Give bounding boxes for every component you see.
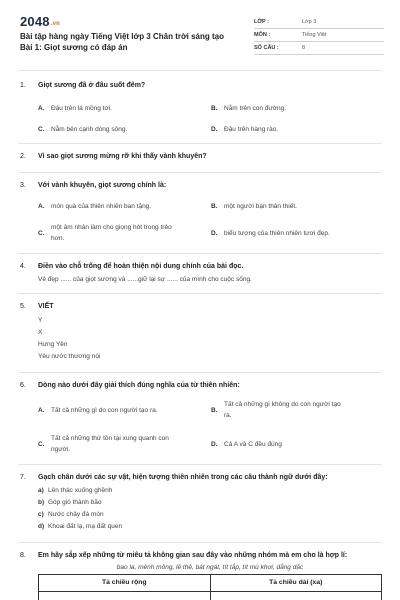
table-header-length: Tả chiều dài (xa) [210, 575, 382, 591]
option-letter: A. [38, 105, 45, 112]
item-text: Lên thác xuống ghềnh [48, 487, 113, 494]
grouping-table [38, 574, 382, 600]
meta-key: LỚP : [254, 19, 269, 25]
document-header [18, 14, 386, 74]
question-stem: VIẾT [38, 303, 54, 310]
option-text-line-1: Tất cả những gì không do con người tạo [224, 401, 341, 408]
question-number: 4. [20, 263, 26, 270]
writing-line: Y [38, 317, 43, 324]
document-title: Bài tập hàng ngày Tiếng Việt lớp 3 Chân trời sáng tạo Bài 1: Giọt sương có đáp án [20, 32, 224, 52]
meta-row-count [254, 42, 384, 55]
option-text-line-1: một âm nhân làm cho giọng hót trong trẻo [51, 224, 172, 231]
option-letter: B. [211, 203, 218, 210]
question-divider [18, 172, 382, 173]
meta-value: Lớp 3 [302, 19, 317, 25]
option-c[interactable] [38, 434, 208, 458]
question-number: 8. [20, 552, 26, 559]
document-meta [254, 16, 384, 55]
question-divider [18, 464, 382, 465]
option-text-line-2: hơn. [51, 235, 65, 242]
option-c[interactable] [38, 223, 208, 247]
option-text: biểu tượng của thiên nhiên tươi đẹp. [224, 230, 330, 237]
word-list: bao la, mênh mông, lê thê, bát ngát, tít tắp, tít mù khơi, dằng dặc [116, 564, 304, 571]
meta-value: Tiếng Việt [302, 32, 327, 38]
question-stem: Gạch chân dưới các sự vật, hiện tượng thiên nhiên trong các câu thành ngữ dưới đây: [38, 474, 328, 481]
question-divider [18, 143, 382, 144]
question-divider [18, 372, 382, 373]
option-text: Tất cả những gì do con người tạo ra. [51, 407, 158, 414]
item-letter: c) [38, 511, 44, 518]
option-letter: D. [211, 230, 218, 237]
option-letter: D. [211, 441, 218, 448]
logo-tld: .vn [50, 21, 61, 27]
table-cell[interactable] [39, 591, 210, 600]
meta-row-grade [254, 16, 384, 29]
table-row [39, 591, 381, 600]
site-logo[interactable] [20, 14, 60, 29]
question-stem: Với vành khuyên, giọt sương chính là: [38, 182, 167, 189]
option-letter: C. [38, 230, 45, 237]
question-number: 2. [20, 153, 26, 160]
meta-key: SỐ CÂU : [254, 45, 279, 51]
option-letter: A. [38, 407, 45, 414]
option-letter: C. [38, 126, 45, 133]
option-text: một người bạn thân thiết. [224, 203, 297, 210]
option-text-line-2: người. [51, 446, 71, 453]
option-letter: A. [38, 203, 45, 210]
question-number: 3. [20, 182, 26, 189]
option-b[interactable] [211, 400, 381, 424]
question-number: 6. [20, 382, 26, 389]
question-stem: Dòng nào dưới đây giải thích đúng nghĩa của từ thiên nhiên: [38, 382, 240, 389]
meta-value: 8 [302, 45, 306, 51]
question-number: 5. [20, 303, 26, 310]
question-stem: Điền vào chỗ trống để hoàn thiện nội dung chính của bài đọc. [38, 263, 244, 270]
question-divider [18, 293, 382, 294]
question-stem: Em hãy sắp xếp những từ miêu tả không gian sau đây vào những nhóm mà em cho là hợp lí: [38, 552, 348, 559]
option-text: món quà của thiên nhiên ban tặng. [51, 203, 152, 210]
option-letter: D. [211, 126, 218, 133]
question-number: 1. [20, 82, 26, 89]
table-header-row [39, 575, 381, 591]
option-text: Đậu trên lá mồng tơi. [51, 105, 112, 112]
option-text-line-2: ra. [224, 412, 232, 419]
table-cell[interactable] [210, 591, 382, 600]
option-text: Đậu trên hàng rào. [224, 126, 279, 133]
item-text: Góp gió thành bão [48, 499, 102, 506]
question-number: 7. [20, 474, 26, 481]
option-letter: B. [211, 105, 218, 112]
item-letter: a) [38, 487, 44, 494]
question-divider [18, 542, 382, 543]
table-header-width: Tả chiều rộng [101, 579, 147, 586]
header-divider [18, 70, 382, 71]
writing-line: Yêu nước thương nòi [38, 353, 101, 360]
option-letter: B. [211, 407, 218, 414]
option-text-line-1: Tất cả những thứ tồn tại xung quanh con [51, 435, 169, 442]
writing-line: X [38, 329, 43, 336]
option-letter: C. [38, 441, 45, 448]
item-text: Khoai đất lạ, mạ đất quen [48, 523, 123, 530]
question-stem: Giọt sương đã ở đâu suốt đêm? [38, 82, 146, 89]
writing-line: Hưng Yên [38, 341, 68, 348]
item-letter: d) [38, 523, 45, 530]
question-divider [18, 253, 382, 254]
option-text: Nằm bên cạnh dòng sông. [51, 126, 128, 133]
meta-key: MÔN : [254, 32, 271, 38]
question-stem: Vì sao giọt sương mừng rỡ khi thấy vành khuyên? [38, 153, 207, 160]
item-text: Nước chảy đá mòn [48, 511, 104, 518]
fill-in-line: Vẻ đẹp ...... của giọt sương và ......giữ lại sự ...... của mình cho cuộc sống. [38, 276, 252, 283]
meta-row-subject [254, 29, 384, 42]
option-text: Nằm trên con đường. [224, 105, 287, 112]
logo-text: 2048 [20, 14, 50, 29]
item-letter: b) [38, 499, 45, 506]
option-text: Cả A và C đều đúng [224, 441, 282, 448]
